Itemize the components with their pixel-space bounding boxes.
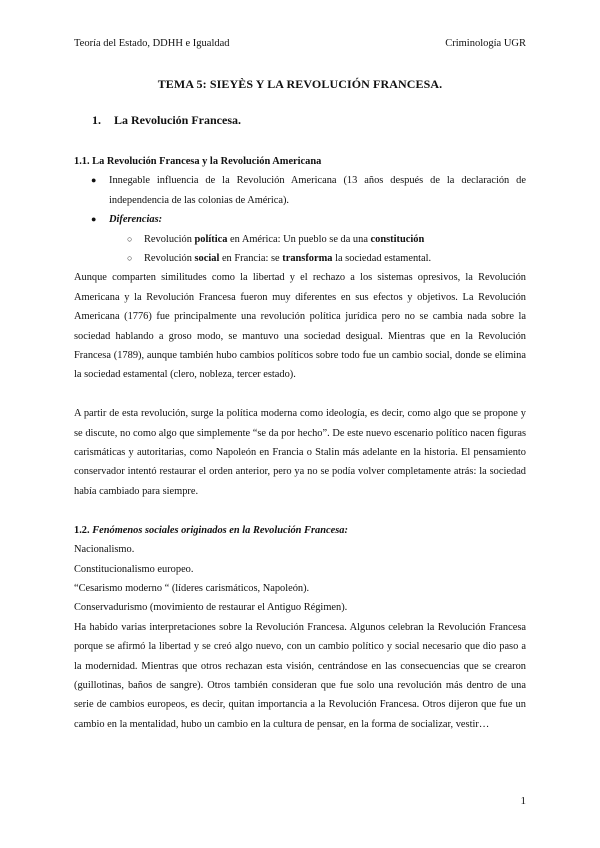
bullet-list [74, 171, 526, 229]
page-number: 1 [520, 795, 526, 807]
circle-bullet-icon: ○ [127, 233, 133, 244]
diff-bold: social [194, 253, 220, 265]
paragraph: Aunque comparten similitudes como la libertad y el rechazo a los sistemas opresivos, la Revolución Americana y la Revolución Francesa fueron muy diferentes en sus efectos y objetivos. La Revolución Americana (1776) fue principalmente una revolución política jurídica pero no se cambia nada sobre la sociedad hablando a groso modo, se mantuvo una sociedad desigual. Mientras que en la Revolución Francesa (1789), aunque también hubo cambios políticos sobre todo fue un cambio social, donde se elimina la sociedad estamental (clero, nobleza, tercer estado). [74, 272, 526, 381]
document-body [74, 152, 526, 734]
circle-bullet-icon: ○ [127, 253, 133, 264]
diff-text: en América: Un pueblo se da una [227, 233, 371, 245]
section-number: 1. [92, 113, 101, 127]
diff-bold: constitución [370, 233, 425, 245]
list-item [74, 171, 526, 210]
sub-bullet-list [74, 230, 526, 269]
list-item [74, 249, 526, 268]
diff-text: Revolución [144, 233, 195, 245]
diff-text: la sociedad estamental. [332, 253, 432, 265]
diff-bold: transforma [282, 253, 333, 265]
phenomena-item: Nacionalismo. [74, 544, 135, 556]
section-heading [92, 113, 241, 128]
bullet-icon: ● [91, 175, 97, 186]
phenomena-item: “Cesarismo moderno “ (líderes carismáticos, Napoleón). [74, 582, 310, 594]
subsection-heading-1: 1.1. La Revolución Francesa y la Revolución Americana [74, 156, 322, 167]
header-degree: Criminología UGR [445, 38, 526, 49]
section-label: La Revolución Francesa. [114, 113, 241, 127]
subsection-number: 1.2. [74, 524, 93, 536]
phenomena-item: Constitucionalismo europeo. [74, 563, 194, 575]
phenomena-item: Conservadurismo (movimiento de restaurar el Antiguo Régimen). [74, 602, 348, 614]
diff-bold: política [194, 233, 228, 245]
header-course: Teoría del Estado, DDHH e Igualdad [74, 38, 230, 49]
bullet-text: Diferencias: [109, 214, 163, 226]
list-item [74, 230, 526, 249]
paragraph: Ha habido varias interpretaciones sobre la Revolución Francesa. Algunos celebran la Revolución Francesa porque se afirmó la libertad y se creó algo nuevo, con un cambio político y social necesario que dio paso a la modernidad. Mientras que otros rechazan esta visión, centrándose en las consecuencias que se crearon (guillotinas, baños de sangre). Otros también consideran que fue solo una revolución más dentro de una serie de cambios europeos, es decir, quitan importancia a la Revolución Francesa. Otros dijeron que fue un cambio en la mentalidad, hubo un cambio en la cultura de pensar, en la forma de socializar, vestir… [74, 621, 526, 730]
subsection-label: Fenómenos sociales originados en la Revolución Francesa: [92, 524, 348, 536]
list-item [74, 210, 526, 229]
diff-text: en Francia: se [219, 253, 283, 265]
subsection-heading-2 [74, 521, 526, 540]
bullet-text: Innegable influencia de la Revolución Americana (13 años después de la declaración de independencia de las colonias de América). [109, 175, 526, 206]
paragraph: A partir de esta revolución, surge la política moderna como ideología, es decir, como algo que se propone y se discute, no como algo que simplemente “se da por hecho”. De este nuevo escenario político nacen figuras carismáticas y autoritarias, como Napoleón en Francia o Stalin más adelante en la historia. El pensamiento conservador intentó restaurar el orden anterior, pero ya no se podía volver completamente atrás: la sociedad había cambiado para siempre. [74, 408, 526, 497]
document-title: TEMA 5: SIEYÈS Y LA REVOLUCIÓN FRANCESA. [157, 77, 443, 91]
diff-text: Revolución [144, 253, 195, 265]
bullet-icon: ● [91, 214, 97, 225]
